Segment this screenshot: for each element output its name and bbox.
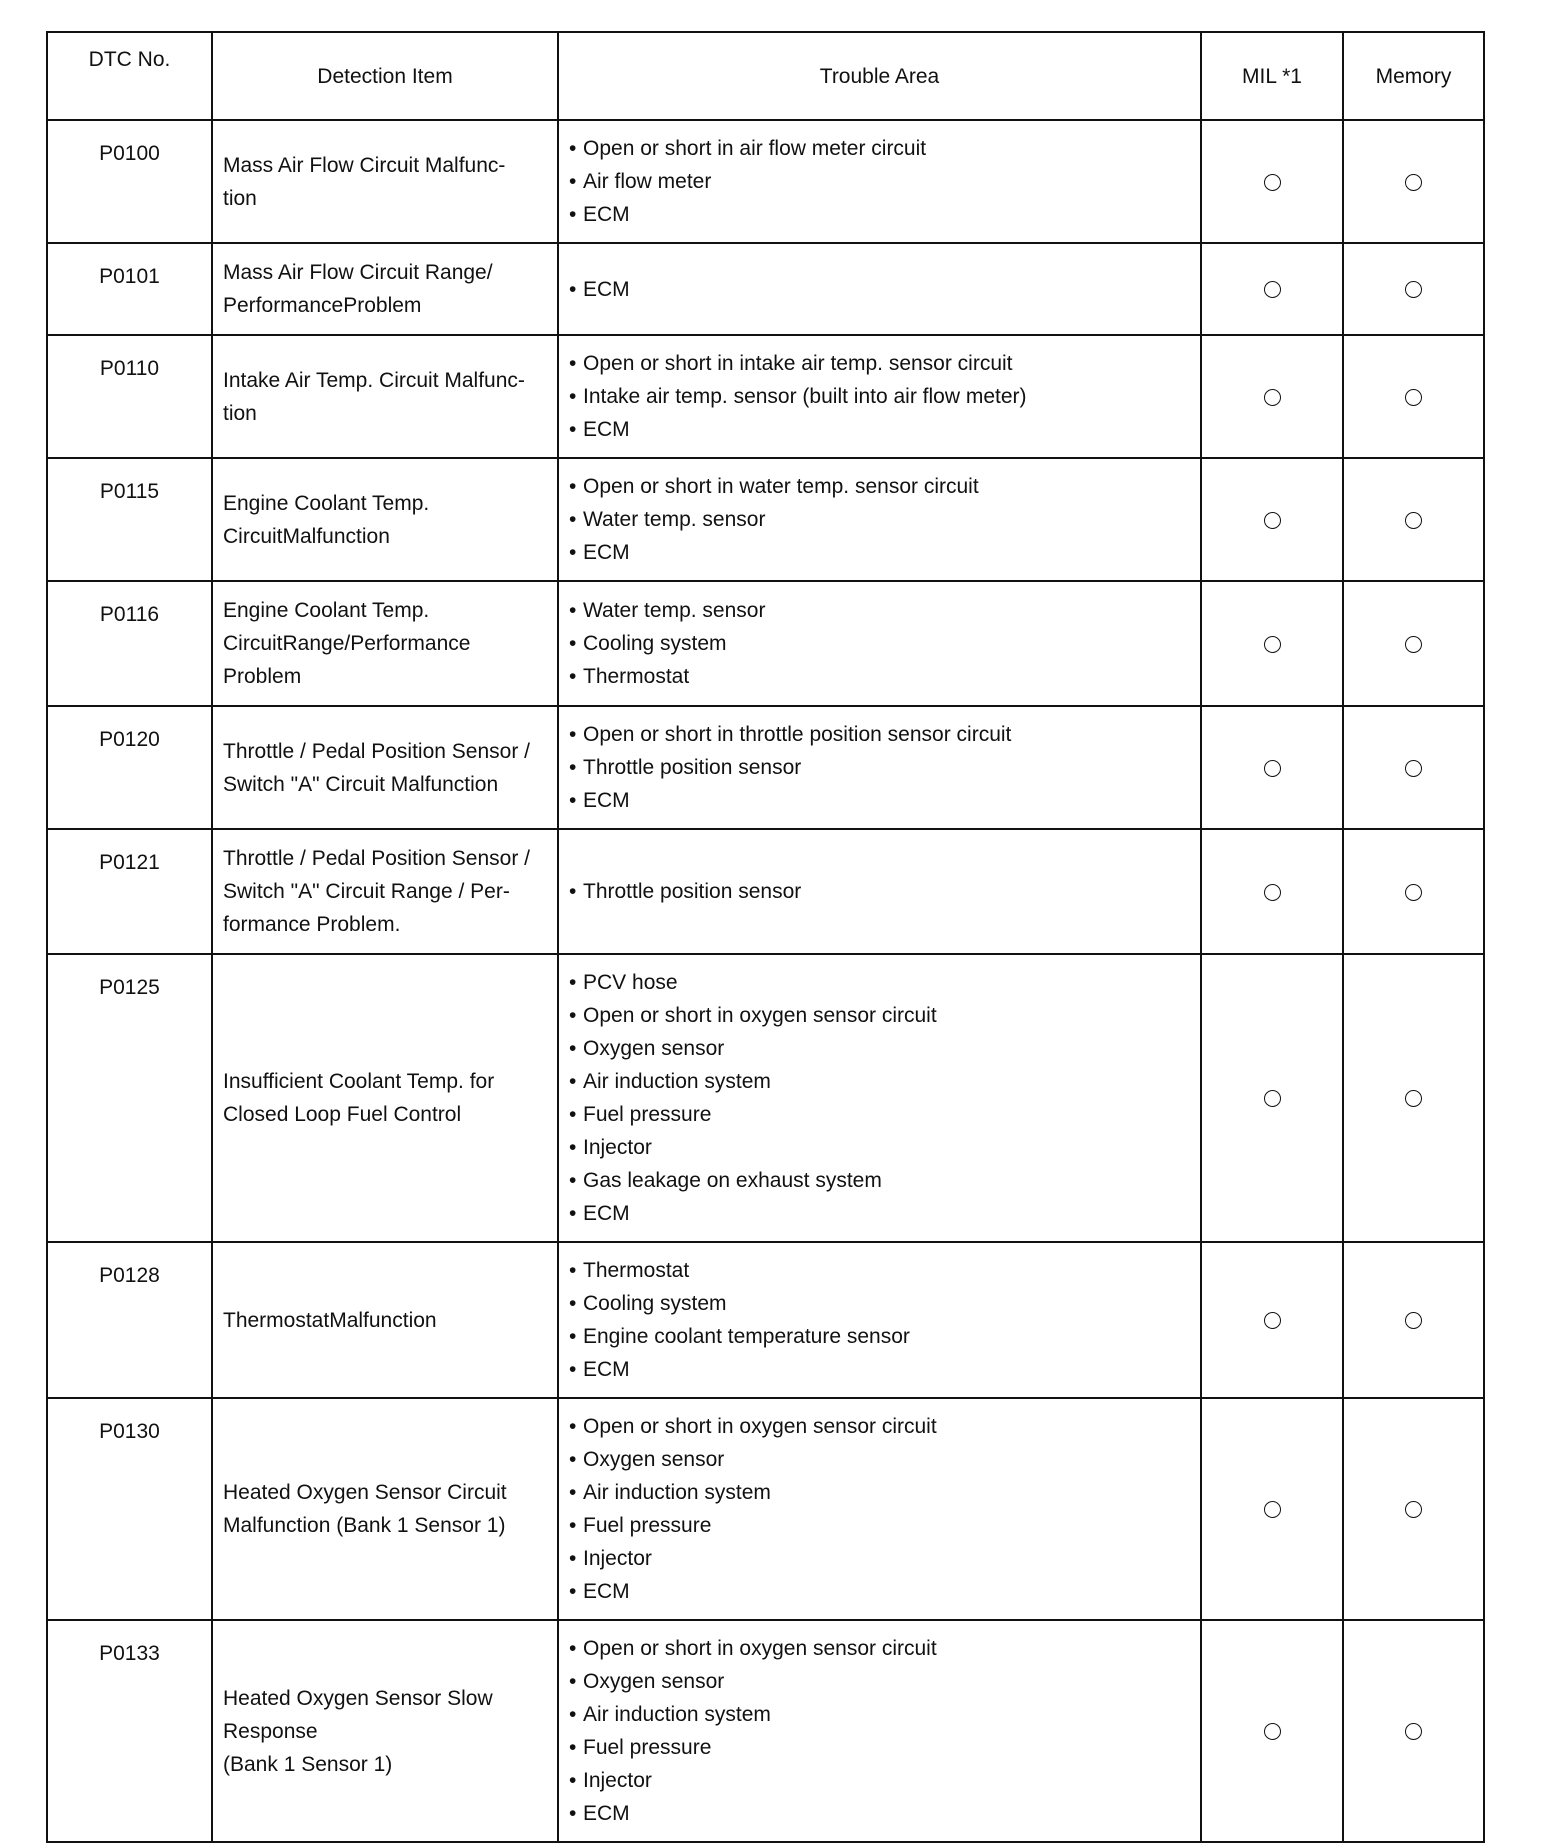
trouble-area-text: Open or short in oxygen sensor circuit: [583, 1415, 937, 1438]
memory-circle-icon: [1405, 512, 1422, 529]
bullet-icon: •: [569, 789, 577, 812]
trouble-area-item: [569, 1443, 1192, 1476]
mil-cell: [1201, 706, 1343, 829]
trouble-area-text: ECM: [583, 1358, 630, 1381]
bullet-icon: •: [569, 1736, 577, 1759]
mil-cell: [1201, 1398, 1343, 1620]
trouble-area-item: [569, 660, 1192, 693]
trouble-area-text: Engine coolant temperature sensor: [583, 1325, 910, 1348]
table-row: [47, 829, 1484, 954]
dtc-number: P0121: [47, 829, 212, 954]
mil-circle-icon: [1264, 1723, 1281, 1740]
trouble-area-item: [569, 380, 1192, 413]
dtc-number: P0115: [47, 458, 212, 581]
bullet-icon: •: [569, 1769, 577, 1792]
trouble-area-text: Open or short in air flow meter circuit: [583, 137, 927, 160]
memory-cell: [1343, 829, 1484, 954]
trouble-area: [558, 1242, 1201, 1398]
memory-circle-icon: [1405, 389, 1422, 406]
detection-item: Intake Air Temp. Circuit Malfunc- tion: [212, 335, 558, 458]
bullet-icon: •: [569, 1325, 577, 1348]
trouble-area-list: [569, 594, 1192, 693]
trouble-area-item: [569, 1665, 1192, 1698]
trouble-area-list: [569, 273, 1192, 306]
trouble-area-text: Fuel pressure: [583, 1736, 712, 1759]
trouble-area-text: Open or short in intake air temp. sensor circuit: [583, 352, 1013, 375]
mil-cell: [1201, 1242, 1343, 1398]
bullet-icon: •: [569, 541, 577, 564]
trouble-area-list: [569, 875, 1192, 908]
table-row: [47, 1620, 1484, 1842]
trouble-area-text: Thermostat: [583, 1259, 690, 1282]
dtc-number: P0125: [47, 954, 212, 1242]
detection-item: Throttle / Pedal Position Sensor / Switch "A" Circuit Range / Per- formance Problem.: [212, 829, 558, 954]
trouble-area-item: [569, 1032, 1192, 1065]
bullet-icon: •: [569, 203, 577, 226]
detection-item: Mass Air Flow Circuit Range/ PerformanceProblem: [212, 243, 558, 335]
mil-cell: [1201, 243, 1343, 335]
memory-cell: [1343, 1242, 1484, 1398]
dtc-number: P0120: [47, 706, 212, 829]
table-row: [47, 458, 1484, 581]
table-body: [47, 120, 1484, 1842]
mil-circle-icon: [1264, 1501, 1281, 1518]
mil-circle-icon: [1264, 174, 1281, 191]
trouble-area-item: [569, 1320, 1192, 1353]
trouble-area-text: Oxygen sensor: [583, 1448, 725, 1471]
bullet-icon: •: [569, 508, 577, 531]
trouble-area-item: [569, 784, 1192, 817]
trouble-area: [558, 706, 1201, 829]
trouble-area-text: ECM: [583, 418, 630, 441]
detection-item: Engine Coolant Temp. CircuitRange/Performance Problem: [212, 581, 558, 706]
trouble-area: [558, 458, 1201, 581]
trouble-area-text: Oxygen sensor: [583, 1037, 725, 1060]
trouble-area-text: Injector: [583, 1547, 652, 1570]
bullet-icon: •: [569, 665, 577, 688]
bullet-icon: •: [569, 971, 577, 994]
detection-item: Mass Air Flow Circuit Malfunc- tion: [212, 120, 558, 243]
table-row: [47, 954, 1484, 1242]
bullet-icon: •: [569, 385, 577, 408]
trouble-area-item: [569, 1164, 1192, 1197]
bullet-icon: •: [569, 1169, 577, 1192]
trouble-area-text: Fuel pressure: [583, 1514, 712, 1537]
bullet-icon: •: [569, 1136, 577, 1159]
trouble-area-text: Injector: [583, 1769, 652, 1792]
bullet-icon: •: [569, 1358, 577, 1381]
detection-item: Heated Oxygen Sensor Slow Response (Bank 1 Sensor 1): [212, 1620, 558, 1842]
trouble-area-item: [569, 1731, 1192, 1764]
trouble-area-text: Intake air temp. sensor (built into air flow meter): [583, 385, 1027, 408]
trouble-area-text: ECM: [583, 789, 630, 812]
trouble-area-text: PCV hose: [583, 971, 678, 994]
memory-circle-icon: [1405, 760, 1422, 777]
bullet-icon: •: [569, 352, 577, 375]
trouble-area: [558, 829, 1201, 954]
trouble-area-text: ECM: [583, 541, 630, 564]
trouble-area-text: Air induction system: [583, 1070, 771, 1093]
trouble-area-text: ECM: [583, 203, 630, 226]
trouble-area-text: Gas leakage on exhaust system: [583, 1169, 882, 1192]
dtc-number: P0110: [47, 335, 212, 458]
memory-circle-icon: [1405, 281, 1422, 298]
bullet-icon: •: [569, 1103, 577, 1126]
memory-cell: [1343, 1620, 1484, 1842]
trouble-area-text: ECM: [583, 1202, 630, 1225]
table-row: [47, 243, 1484, 335]
trouble-area-item: [569, 751, 1192, 784]
trouble-area-text: Air induction system: [583, 1703, 771, 1726]
bullet-icon: •: [569, 880, 577, 903]
trouble-area-list: [569, 1410, 1192, 1608]
memory-cell: [1343, 581, 1484, 706]
dtc-number: P0130: [47, 1398, 212, 1620]
memory-circle-icon: [1405, 1090, 1422, 1107]
memory-circle-icon: [1405, 174, 1422, 191]
table-row: [47, 706, 1484, 829]
trouble-area-item: [569, 1131, 1192, 1164]
trouble-area-text: Cooling system: [583, 1292, 727, 1315]
trouble-area-item: [569, 1287, 1192, 1320]
memory-circle-icon: [1405, 1312, 1422, 1329]
mil-cell: [1201, 954, 1343, 1242]
trouble-area-item: [569, 1542, 1192, 1575]
memory-cell: [1343, 458, 1484, 581]
trouble-area-item: [569, 503, 1192, 536]
trouble-area-item: [569, 1098, 1192, 1131]
mil-cell: [1201, 120, 1343, 243]
trouble-area: [558, 581, 1201, 706]
dtc-number: P0101: [47, 243, 212, 335]
bullet-icon: •: [569, 1703, 577, 1726]
mil-circle-icon: [1264, 389, 1281, 406]
trouble-area-item: [569, 1197, 1192, 1230]
header-trouble-area: Trouble Area: [558, 32, 1201, 120]
mil-cell: [1201, 829, 1343, 954]
memory-cell: [1343, 120, 1484, 243]
detection-item: Insufficient Coolant Temp. for Closed Loop Fuel Control: [212, 954, 558, 1242]
trouble-area-text: Air flow meter: [583, 170, 712, 193]
dtc-number: P0128: [47, 1242, 212, 1398]
mil-cell: [1201, 458, 1343, 581]
bullet-icon: •: [569, 1514, 577, 1537]
bullet-icon: •: [569, 723, 577, 746]
bullet-icon: •: [569, 599, 577, 622]
trouble-area-item: [569, 536, 1192, 569]
trouble-area: [558, 1398, 1201, 1620]
dtc-number: P0116: [47, 581, 212, 706]
bullet-icon: •: [569, 418, 577, 441]
trouble-area-text: Fuel pressure: [583, 1103, 712, 1126]
trouble-area-item: [569, 875, 1192, 908]
bullet-icon: •: [569, 1004, 577, 1027]
memory-circle-icon: [1405, 884, 1422, 901]
trouble-area-text: Air induction system: [583, 1481, 771, 1504]
bullet-icon: •: [569, 1070, 577, 1093]
trouble-area-item: [569, 1575, 1192, 1608]
table-row: [47, 581, 1484, 706]
mil-cell: [1201, 1620, 1343, 1842]
bullet-icon: •: [569, 475, 577, 498]
trouble-area-item: [569, 1065, 1192, 1098]
dtc-number: P0133: [47, 1620, 212, 1842]
trouble-area-item: [569, 1797, 1192, 1830]
trouble-area-text: Oxygen sensor: [583, 1670, 725, 1693]
bullet-icon: •: [569, 1448, 577, 1471]
bullet-icon: •: [569, 632, 577, 655]
memory-circle-icon: [1405, 636, 1422, 653]
bullet-icon: •: [569, 277, 577, 301]
memory-cell: [1343, 243, 1484, 335]
trouble-area-list: [569, 1632, 1192, 1830]
trouble-area-item: [569, 1632, 1192, 1665]
dtc-table: [46, 31, 1485, 1843]
trouble-area: [558, 120, 1201, 243]
trouble-area: [558, 954, 1201, 1242]
memory-cell: [1343, 706, 1484, 829]
memory-cell: [1343, 954, 1484, 1242]
header-dtc-no: DTC No.: [47, 32, 212, 120]
mil-circle-icon: [1264, 1090, 1281, 1107]
bullet-icon: •: [569, 137, 577, 160]
header-mil: MIL *1: [1201, 32, 1343, 120]
trouble-area-item: [569, 966, 1192, 999]
mil-circle-icon: [1264, 512, 1281, 529]
mil-circle-icon: [1264, 1312, 1281, 1329]
table-row: [47, 1242, 1484, 1398]
trouble-area-list: [569, 1254, 1192, 1386]
trouble-area-text: Injector: [583, 1136, 652, 1159]
trouble-area-item: [569, 165, 1192, 198]
bullet-icon: •: [569, 170, 577, 193]
table-row: [47, 120, 1484, 243]
trouble-area-item: [569, 347, 1192, 380]
trouble-area-item: [569, 1509, 1192, 1542]
trouble-area-text: Water temp. sensor: [583, 599, 766, 622]
trouble-area: [558, 335, 1201, 458]
bullet-icon: •: [569, 1481, 577, 1504]
trouble-area-text: Throttle position sensor: [583, 756, 802, 779]
trouble-area-list: [569, 966, 1192, 1230]
trouble-area-text: Thermostat: [583, 665, 690, 688]
trouble-area-item: [569, 273, 1192, 306]
trouble-area-item: [569, 999, 1192, 1032]
trouble-area-list: [569, 718, 1192, 817]
trouble-area-list: [569, 470, 1192, 569]
trouble-area-item: [569, 1764, 1192, 1797]
trouble-area-text: Water temp. sensor: [583, 508, 766, 531]
trouble-area-item: [569, 1698, 1192, 1731]
trouble-area-item: [569, 594, 1192, 627]
trouble-area-item: [569, 627, 1192, 660]
mil-circle-icon: [1264, 884, 1281, 901]
bullet-icon: •: [569, 1202, 577, 1225]
trouble-area-list: [569, 347, 1192, 446]
header-row: [47, 32, 1484, 120]
trouble-area-text: Throttle position sensor: [583, 880, 802, 903]
trouble-area-item: [569, 718, 1192, 751]
header-memory: Memory: [1343, 32, 1484, 120]
trouble-area-item: [569, 413, 1192, 446]
detection-item: Throttle / Pedal Position Sensor / Switch "A" Circuit Malfunction: [212, 706, 558, 829]
mil-cell: [1201, 335, 1343, 458]
trouble-area-text: Cooling system: [583, 632, 727, 655]
mil-cell: [1201, 581, 1343, 706]
mil-circle-icon: [1264, 281, 1281, 298]
bullet-icon: •: [569, 1637, 577, 1660]
bullet-icon: •: [569, 1259, 577, 1282]
header-detection-item: Detection Item: [212, 32, 558, 120]
bullet-icon: •: [569, 1670, 577, 1693]
trouble-area-text: ECM: [583, 1580, 630, 1603]
bullet-icon: •: [569, 1415, 577, 1438]
bullet-icon: •: [569, 756, 577, 779]
trouble-area-text: Open or short in oxygen sensor circuit: [583, 1637, 937, 1660]
bullet-icon: •: [569, 1292, 577, 1315]
trouble-area-text: ECM: [583, 1802, 630, 1825]
memory-cell: [1343, 335, 1484, 458]
trouble-area-item: [569, 1476, 1192, 1509]
memory-circle-icon: [1405, 1723, 1422, 1740]
mil-circle-icon: [1264, 636, 1281, 653]
trouble-area-text: Open or short in throttle position sensor circuit: [583, 723, 1012, 746]
trouble-area-item: [569, 1410, 1192, 1443]
trouble-area-text: ECM: [583, 277, 630, 301]
bullet-icon: •: [569, 1580, 577, 1603]
table-row: [47, 335, 1484, 458]
bullet-icon: •: [569, 1802, 577, 1825]
detection-item: Engine Coolant Temp. CircuitMalfunction: [212, 458, 558, 581]
trouble-area-item: [569, 132, 1192, 165]
trouble-area: [558, 1620, 1201, 1842]
bullet-icon: •: [569, 1037, 577, 1060]
memory-circle-icon: [1405, 1501, 1422, 1518]
memory-cell: [1343, 1398, 1484, 1620]
table-row: [47, 1398, 1484, 1620]
trouble-area-list: [569, 132, 1192, 231]
trouble-area-item: [569, 1254, 1192, 1287]
trouble-area-text: Open or short in oxygen sensor circuit: [583, 1004, 937, 1027]
bullet-icon: •: [569, 1547, 577, 1570]
trouble-area: [558, 243, 1201, 335]
detection-item: Heated Oxygen Sensor Circuit Malfunction (Bank 1 Sensor 1): [212, 1398, 558, 1620]
mil-circle-icon: [1264, 760, 1281, 777]
detection-item: ThermostatMalfunction: [212, 1242, 558, 1398]
trouble-area-item: [569, 1353, 1192, 1386]
trouble-area-item: [569, 198, 1192, 231]
trouble-area-item: [569, 470, 1192, 503]
dtc-number: P0100: [47, 120, 212, 243]
trouble-area-text: Open or short in water temp. sensor circuit: [583, 475, 979, 498]
